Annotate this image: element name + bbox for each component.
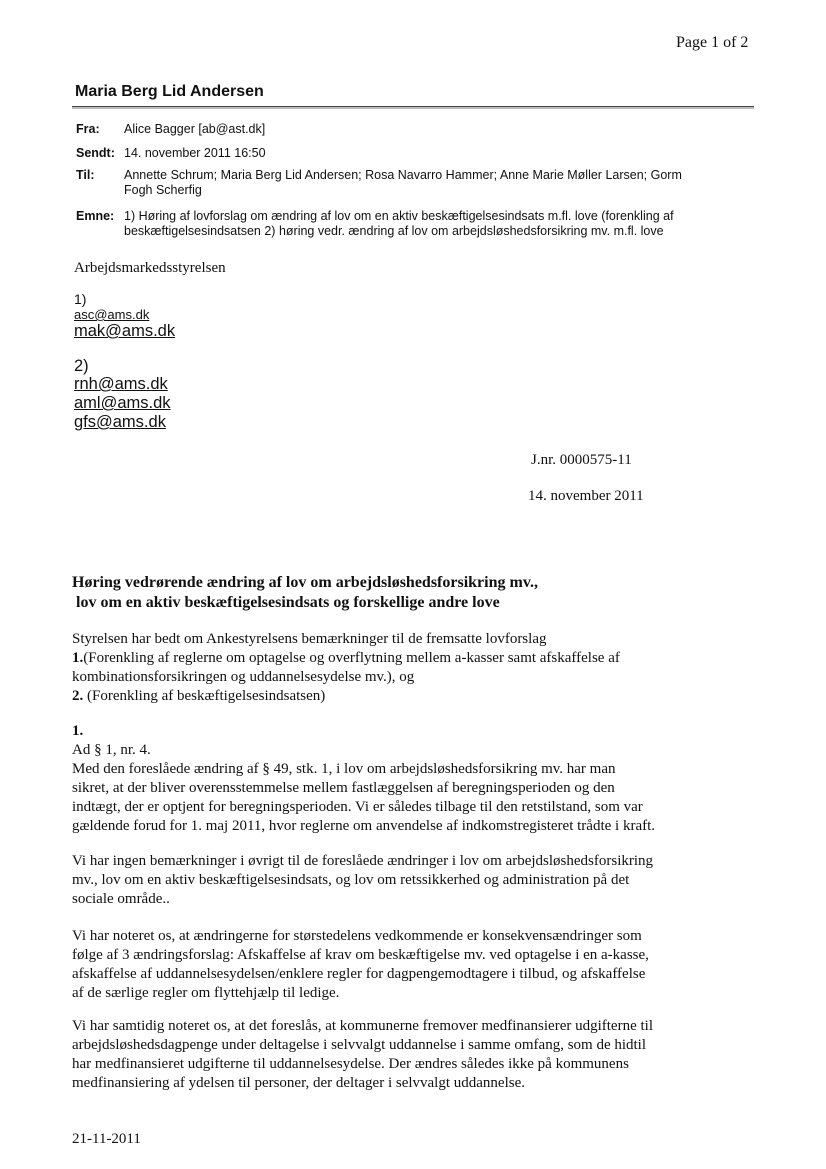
page-number: Page 1 of 2 bbox=[676, 34, 749, 51]
para-line: medfinansiering af ydelsen til personer, der deltager i selvvalgt uddannelse. bbox=[72, 1075, 525, 1091]
para-line: gældende forud for 1. maj 2011, hvor reglerne om anvendelse af indkomstregisteret trådte i kraft. bbox=[72, 818, 656, 834]
group2-number: 2) bbox=[74, 357, 89, 375]
para-line: Med den foreslåede ændring af § 49, stk. 1, i lov om arbejdsløshedsforsikring mv. har man bbox=[72, 761, 616, 777]
sent-label: Sendt: bbox=[76, 146, 115, 160]
para-line: indtægt, der er optjent for beregningsperioden. Vi er således tilbage til den retstilstand, som var bbox=[72, 799, 643, 815]
para-line: afskaffelse af uddannelsesydelsen/enklere regler for dagpengemodtagere i tilbud, og afskaffelse bbox=[72, 966, 646, 982]
section1-header bbox=[72, 722, 762, 760]
item2-number: 2. bbox=[72, 688, 84, 704]
para-line: af de særlige regler om flyttehjælp til ledige. bbox=[72, 985, 340, 1001]
title-line: lov om en aktiv beskæftigelsesindsats og forskellige andre love bbox=[72, 594, 500, 611]
letter-date: 14. november 2011 bbox=[528, 488, 644, 504]
para-line: har medfinansieret udgifterne til uddannelsesydelse. Der ændres således ikke på kommunens bbox=[72, 1056, 629, 1072]
paragraph-4 bbox=[72, 1017, 762, 1093]
recipient-org: Arbejdsmarkedsstyrelsen bbox=[74, 260, 226, 276]
para-line: sociale område.. bbox=[72, 891, 170, 907]
subject-line: beskæftigelsesindsatsen 2) høring vedr. ændring af lov om arbejdsløshedsforsikring mv. m.fl. love bbox=[124, 224, 664, 238]
para-line: sikret, at der bliver overensstemmelse mellem fastlæggelsen af beregningsperioden og den bbox=[72, 780, 615, 796]
para-line: Vi har samtidig noteret os, at det foreslås, at kommunerne fremover medfinansierer udgifterne til bbox=[72, 1018, 653, 1034]
email-link[interactable]: rnh@ams.dk bbox=[74, 375, 168, 393]
group1-number: 1) bbox=[74, 291, 87, 307]
intro-paragraph bbox=[72, 630, 762, 706]
email-link[interactable]: mak@ams.dk bbox=[74, 322, 176, 340]
email-link[interactable]: gfs@ams.dk bbox=[74, 413, 166, 431]
section1-heading: 1. bbox=[72, 723, 84, 739]
para-line: mv., lov om en aktiv beskæftigelsesindsats, og lov om retssikkerhed og administration på det bbox=[72, 872, 630, 888]
item1-text: (Forenkling af reglerne om optagelse og overflytning mellem a-kasser samt afskaffelse af bbox=[83, 650, 620, 666]
intro-item2 bbox=[72, 687, 762, 706]
para-line: Vi har noteret os, at ændringerne for størstedelens vedkommende er konsekvensændringer som bbox=[72, 928, 642, 944]
journal-number: J.nr. 0000575-11 bbox=[531, 452, 632, 468]
paragraph-3 bbox=[72, 927, 762, 1003]
from-value: Alice Bagger [ab@ast.dk] bbox=[124, 122, 266, 136]
sender-name: Maria Berg Lid Andersen bbox=[75, 83, 264, 100]
section1-ref: Ad § 1, nr. 4. bbox=[72, 742, 151, 758]
title-line: Høring vedrørende ændring af lov om arbejdsløshedsforsikring mv., bbox=[72, 574, 538, 591]
header-rule bbox=[72, 106, 754, 109]
paragraph-2 bbox=[72, 852, 762, 909]
to-label: Til: bbox=[76, 168, 95, 182]
letter-title bbox=[72, 573, 538, 613]
item1-number: 1. bbox=[72, 650, 84, 666]
from-label: Fra: bbox=[76, 122, 100, 136]
subject-label: Emne: bbox=[76, 209, 115, 223]
to-line: Fogh Scherfig bbox=[124, 183, 202, 197]
para-line: Vi har ingen bemærkninger i øvrigt til de foreslåede ændringer i lov om arbejdsløshedsforsikring bbox=[72, 853, 654, 869]
item2-text: (Forenkling af beskæftigelsesindsatsen) bbox=[83, 688, 326, 704]
para-line: arbejdsløshedsdagpenge under deltagelse i selvvalgt uddannelse i samme omfang, som de hidtil bbox=[72, 1037, 647, 1053]
subject-line: 1) Høring af lovforslag om ændring af lov om en aktiv beskæftigelsesindsats m.fl. love (forenkling af bbox=[124, 209, 674, 223]
sent-value: 14. november 2011 16:50 bbox=[124, 146, 266, 160]
footer-date: 21-11-2011 bbox=[72, 1131, 141, 1147]
para-line: følge af 3 ændringsforslag: Afskaffelse af krav om beskæftigelse mv. ved optagelse i en a-kasse, bbox=[72, 947, 649, 963]
intro-line: Styrelsen har bedt om Ankestyrelsens bemærkninger til de fremsatte lovforslag bbox=[72, 631, 547, 647]
intro-item1 bbox=[72, 649, 762, 668]
email-link[interactable]: aml@ams.dk bbox=[74, 394, 171, 412]
intro-line: kombinationsforsikringen og uddannelsesydelse mv.), og bbox=[72, 669, 415, 685]
to-line: Annette Schrum; Maria Berg Lid Andersen; Rosa Navarro Hammer; Anne Marie Møller Larsen; Gorm bbox=[124, 168, 682, 182]
paragraph-1 bbox=[72, 760, 762, 836]
email-link[interactable]: asc@ams.dk bbox=[74, 307, 150, 322]
